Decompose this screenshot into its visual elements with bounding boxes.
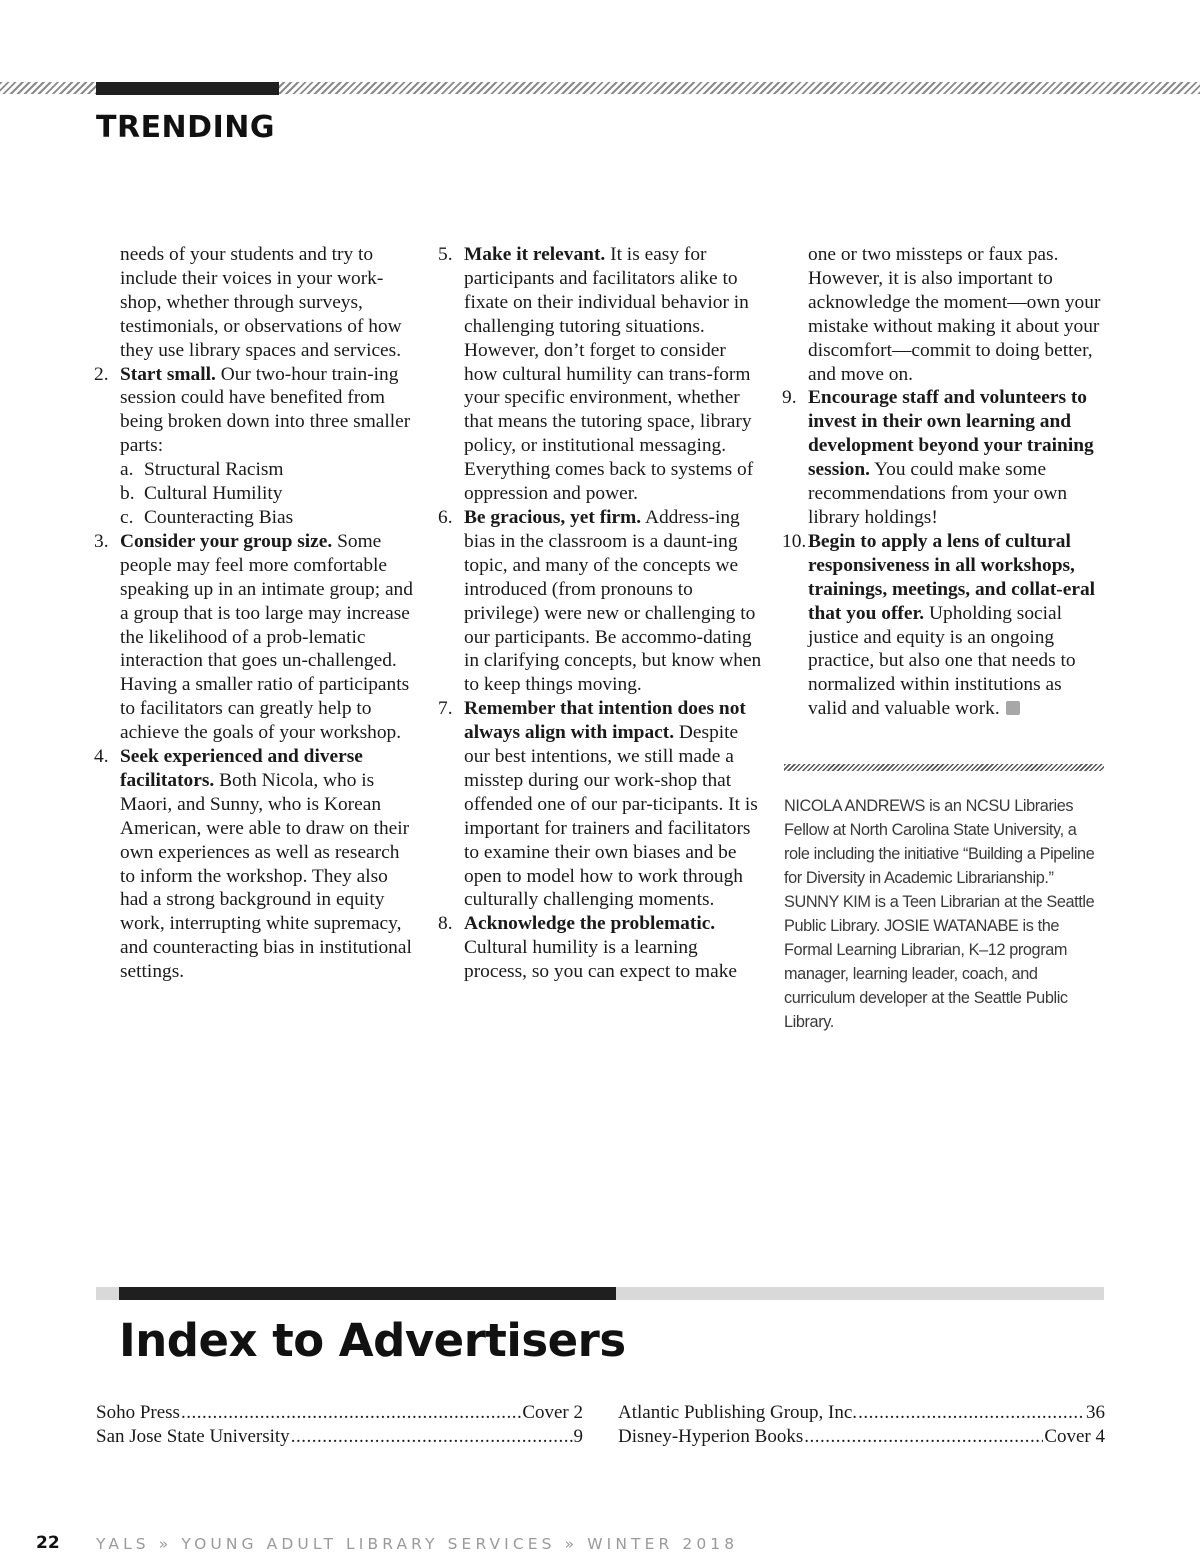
advertiser-name: Atlantic Publishing Group, Inc. bbox=[618, 1402, 858, 1423]
list-item bbox=[96, 363, 418, 530]
sub-item-text: Counteracting Bias bbox=[144, 506, 294, 528]
running-footer: YALS » YOUNG ADULT LIBRARY SERVICES » WINTER 2018 bbox=[96, 1535, 739, 1553]
sub-item-letter: c. bbox=[120, 506, 134, 528]
list-item bbox=[96, 745, 418, 984]
item-number: 7. bbox=[438, 698, 453, 720]
item-number: 5. bbox=[438, 244, 453, 265]
index-title: Index to Advertisers bbox=[119, 1314, 626, 1367]
item-text: Some people may feel more comfortable speaking up in an intimate group; and a group that is too large may increase the likelihood of a prob-lematic interaction that goes un-challenged. Having a smaller ratio of participants to facilitators can greatly help to achieve the goals of your workshop. bbox=[120, 530, 413, 744]
item-text: Our two-hour train-ing session could have benefited from being broken down into three smaller parts: bbox=[120, 363, 411, 457]
advertisers-right-column bbox=[618, 1401, 1105, 1449]
advertiser-page: Cover 4 bbox=[1044, 1426, 1105, 1447]
item-text: You could make some recommendations from your own library holdings! bbox=[808, 459, 1068, 528]
author-bio: NICOLA ANDREWS is an NCSU Libraries Fellow at North Carolina State University, a role including the initiative “Building a Pipeline for Diversity in Academic Librarianship.” SUNNY KIM is a Teen Librarian at the Seattle Public Library. JOSIE WATANABE is the Formal Learning Librarian, K–12 program manager, learning leader, coach, and curriculum developer at the Seattle Public Library. bbox=[784, 797, 1095, 1031]
item-text: Cultural humility is a learning process, so you can expect to make bbox=[464, 937, 737, 983]
article-column-3 bbox=[784, 243, 1104, 721]
list-item bbox=[440, 243, 762, 506]
list-item bbox=[96, 530, 418, 745]
list-item bbox=[784, 530, 1104, 721]
advertiser-page: 36 bbox=[1086, 1402, 1105, 1423]
advertiser-name: Soho Press bbox=[96, 1402, 180, 1423]
advertiser-row bbox=[96, 1401, 583, 1425]
item-number: 8. bbox=[438, 913, 453, 935]
advertiser-row bbox=[618, 1425, 1105, 1449]
item-text: Address-ing bias in the classroom is a daunt-ing topic, and many of the concepts we introduced (from pronouns to privilege) were new or challenging to our participants. Be accommo-dating in clarifying concepts, but know when to keep things moving. bbox=[464, 506, 762, 696]
advertiser-page: 9 bbox=[573, 1426, 583, 1447]
item-number: 10. bbox=[782, 530, 807, 552]
item-text: needs of your students and try to include their voices in your work-shop, whether through surveys, testimonials, or observations of how they use library spaces and services. bbox=[120, 244, 402, 361]
sub-list-item bbox=[120, 458, 418, 482]
advertiser-row bbox=[618, 1401, 1105, 1425]
leader-dots bbox=[858, 1401, 1085, 1425]
item-title: Be gracious, yet firm. bbox=[464, 506, 642, 528]
item-title: Encourage staff and volunteers to invest in their own learning and development beyond your training session. bbox=[808, 387, 1094, 481]
page-number: 22 bbox=[36, 1533, 60, 1553]
bio-divider bbox=[784, 764, 1104, 771]
item-title: Begin to apply a lens of cultural responsiveness in all workshops, trainings, meetings, and collat-eral that you offer. bbox=[808, 530, 1096, 624]
item-title: Consider your group size. bbox=[120, 530, 333, 552]
article-column-1 bbox=[96, 243, 418, 984]
item-title: Start small. bbox=[120, 363, 216, 385]
list-item-continued bbox=[784, 243, 1104, 386]
header-accent-bar bbox=[96, 82, 279, 95]
advertiser-row bbox=[96, 1425, 583, 1449]
item-text: It is easy for participants and facilitators alike to fixate on their individual behavior in challenging tutoring situations. However, don’t forget to consider how cultural humility can trans-form your specific environment, whether that means the tutoring space, library policy, or institutional messaging. Everything comes back to systems of oppression and power. bbox=[464, 244, 754, 505]
advertiser-name: San Jose State University bbox=[96, 1426, 290, 1447]
end-of-article-square-icon bbox=[1006, 701, 1020, 715]
item-title: Remember that intention does not always align with impact. bbox=[464, 698, 746, 744]
leader-dots bbox=[291, 1425, 573, 1449]
sub-item-text: Cultural Humility bbox=[144, 483, 283, 505]
item-title: Acknowledge the problematic. bbox=[464, 913, 716, 935]
list-item bbox=[784, 386, 1104, 529]
advertisers-left-column bbox=[96, 1401, 583, 1449]
item-number: 4. bbox=[94, 746, 109, 768]
item-number: 6. bbox=[438, 506, 453, 528]
item-text: Both Nicola, who is Maori, and Sunny, who is Korean American, were able to draw on their own experiences as well as research to inform the workshop. They also had a strong background in equity work, interrupting white supremacy, and counteracting bias in institutional settings. bbox=[120, 769, 412, 983]
item-text: Upholding social justice and equity is an ongoing practice, but also one that needs to normalized within institutions as valid and valuable work. bbox=[808, 602, 1076, 720]
item-number: 2. bbox=[94, 363, 109, 385]
list-item bbox=[440, 912, 762, 984]
leader-dots bbox=[181, 1401, 521, 1425]
list-item bbox=[440, 697, 762, 912]
item-number: 9. bbox=[782, 387, 797, 409]
item-number: 3. bbox=[94, 530, 109, 552]
item-text: one or two missteps or faux pas. However, it is also important to acknowledge the moment—own your mistake without making it about your discomfort—commit to doing better, and move on. bbox=[808, 244, 1101, 385]
list-item bbox=[440, 506, 762, 697]
item-title: Seek experienced and diverse facilitators. bbox=[120, 746, 363, 791]
item-text: Despite our best intentions, we still made a misstep during our work-shop that offended one of our par-ticipants. It is important for trainers and facilitators to examine their own biases and be open to model how to work through culturally challenging moments. bbox=[464, 722, 758, 911]
sub-item-letter: a. bbox=[120, 459, 134, 481]
advertiser-page: Cover 2 bbox=[522, 1402, 583, 1423]
article-column-2 bbox=[440, 243, 762, 984]
sub-item-letter: b. bbox=[120, 483, 135, 505]
leader-dots bbox=[804, 1425, 1043, 1449]
sub-list-item bbox=[120, 482, 418, 506]
index-rule-accent bbox=[119, 1287, 616, 1300]
advertiser-name: Disney-Hyperion Books bbox=[618, 1426, 804, 1447]
sub-item-text: Structural Racism bbox=[144, 459, 284, 481]
sub-list-item bbox=[120, 506, 418, 530]
section-label: TRENDING bbox=[96, 110, 275, 145]
item-title: Make it relevant. bbox=[464, 244, 606, 265]
list-item-continued bbox=[96, 243, 418, 363]
